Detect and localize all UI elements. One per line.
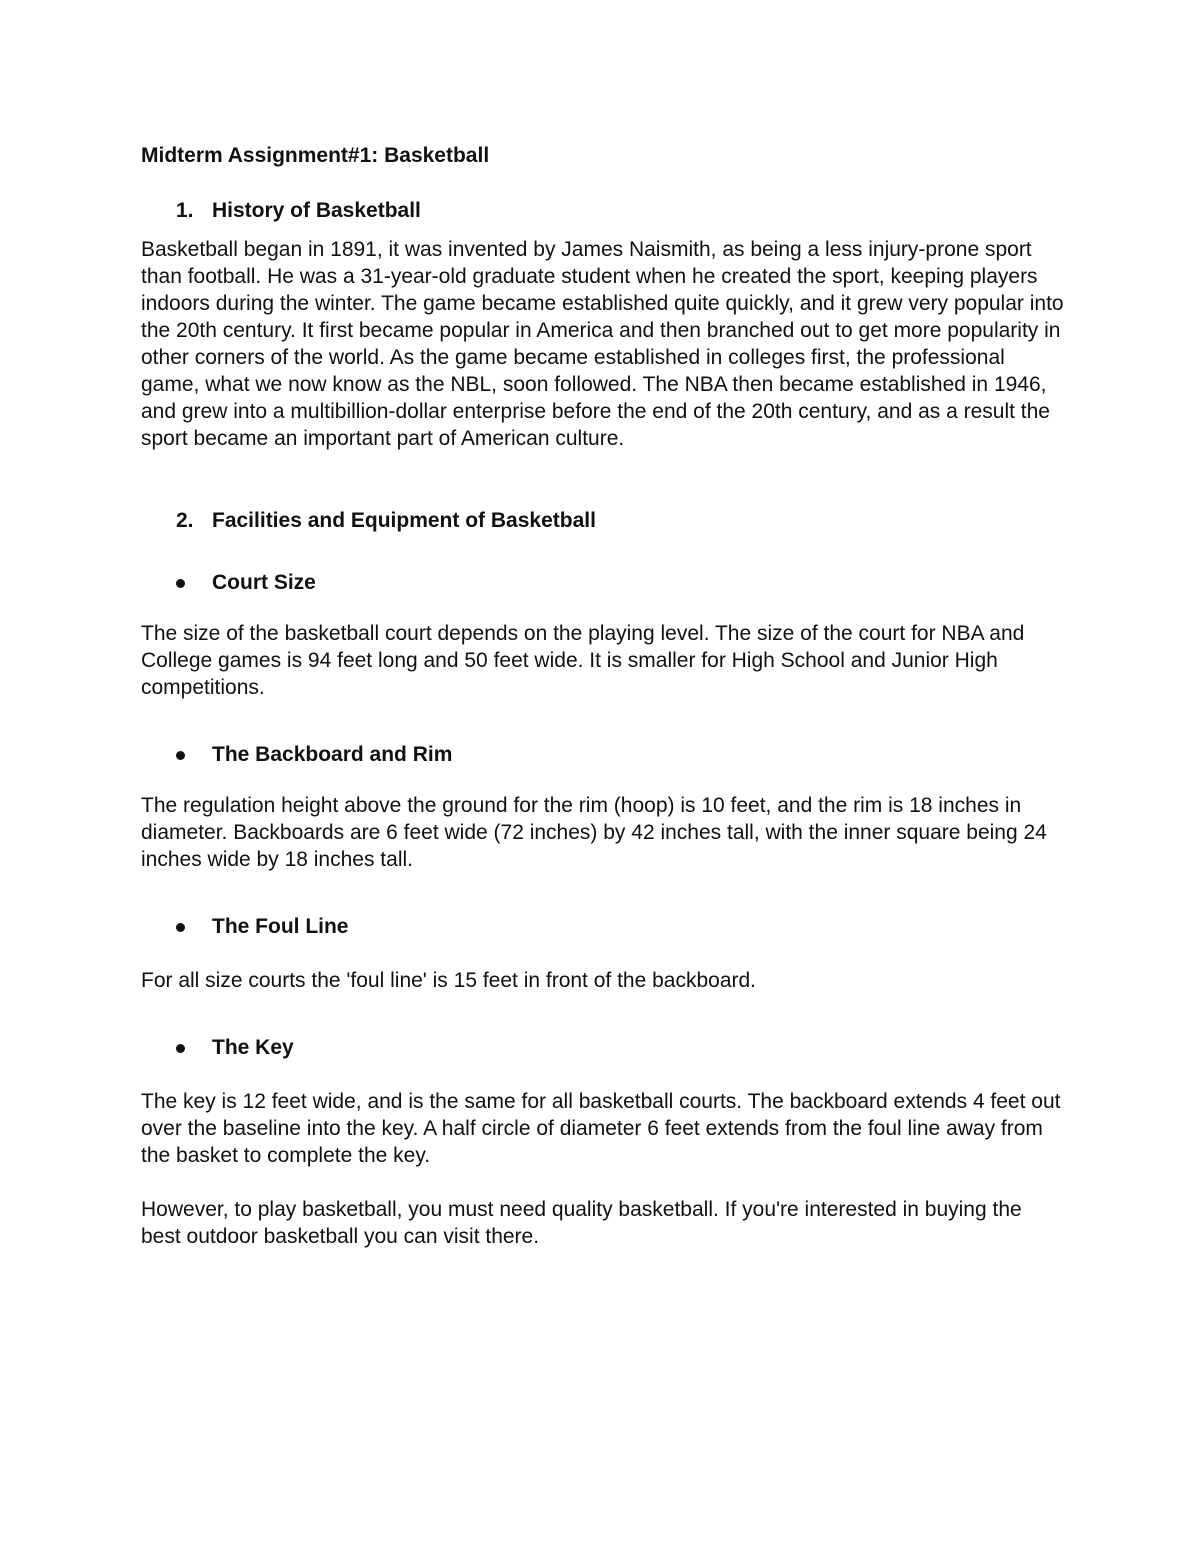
- backboard-rim-heading: [141, 741, 1066, 768]
- bullet-icon: [141, 1034, 212, 1061]
- section-1-number: 1.: [176, 199, 194, 222]
- key-body: The key is 12 feet wide, and is the same for all basketball courts. The backboard extends 4 feet out over the baseline into the key. A half circle of diameter 6 feet extends from the foul line away from the basket to complete the key.: [141, 1090, 1061, 1167]
- spacer: [141, 994, 1066, 1034]
- backboard-rim-title: The Backboard and Rim: [212, 743, 453, 766]
- section-2-heading: [141, 507, 1066, 534]
- spacer: [141, 701, 1066, 741]
- key-heading: [141, 1034, 1066, 1061]
- court-size-title: Court Size: [212, 571, 316, 594]
- bullet-icon: [141, 913, 212, 940]
- section-2-number-wrap: [141, 507, 212, 534]
- document-title: Midterm Assignment#1: Basketball: [141, 144, 490, 167]
- section-1-heading: [141, 197, 1066, 224]
- foul-line-title: The Foul Line: [212, 915, 349, 938]
- section-1-title: History of Basketball: [212, 199, 421, 222]
- backboard-rim-body: The regulation height above the ground for the rim (hoop) is 10 feet, and the rim is 18 inches in diameter. Backboards are 6 feet wide (72 inches) by 42 inches tall, with the inner square being 24 inches wide by 18 inches tall.: [141, 794, 1047, 871]
- section-1-body: Basketball began in 1891, it was invented by James Naismith, as being a less injury-prone sport than football. He was a 31-year-old graduate student when he created the sport, keeping players indoors during the winter. The game became established quite quickly, and it grew very popular into the 20th century. It first became popular in America and then branched out to get more popularity in other corners of the world. As the game became established in colleges first, the professional game, what we now know as the NBL, soon followed. The NBA then became established in 1946, and grew into a multibillion-dollar enterprise before the end of the 20th century, and as a result the sport became an important part of American culture.: [141, 238, 1064, 450]
- section-2-title: Facilities and Equipment of Basketball: [212, 509, 596, 532]
- document-content: [141, 142, 1066, 1250]
- foul-line-body: For all size courts the 'foul line' is 15 feet in front of the backboard.: [141, 969, 757, 992]
- bullet-icon: [141, 569, 212, 596]
- section-2-number: 2.: [176, 509, 194, 532]
- spacer: [141, 1169, 1066, 1196]
- court-size-body: The size of the basketball court depends on the playing level. The size of the court for NBA and College games is 94 feet long and 50 feet wide. It is smaller for High School and Junior High competitions.: [141, 622, 1025, 699]
- section-1-number-wrap: [141, 197, 212, 224]
- foul-line-heading: [141, 913, 1066, 940]
- closing-paragraph: However, to play basketball, you must need quality basketball. If you're interested in buying the best outdoor basketball you can visit there.: [141, 1198, 1022, 1248]
- spacer: [141, 873, 1066, 913]
- bullet-icon: [141, 741, 212, 768]
- court-size-heading: [141, 569, 1066, 596]
- spacer: [141, 452, 1066, 507]
- key-title: The Key: [212, 1036, 294, 1059]
